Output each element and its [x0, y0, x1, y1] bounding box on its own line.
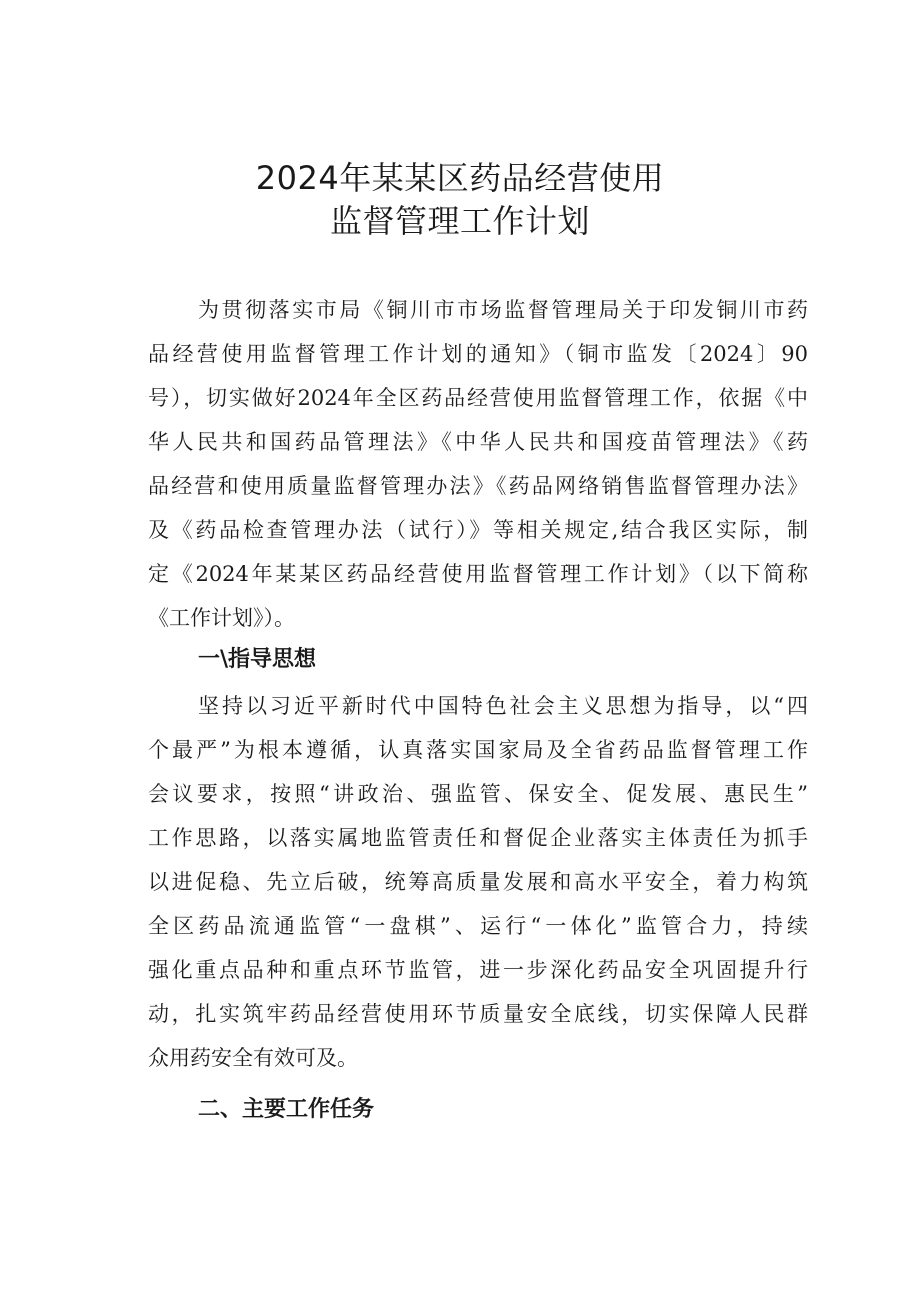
section1-paragraph-line: 个最严”为根本遵循，认真落实国家局及全省药品监督管理工作 [148, 738, 808, 762]
section1-paragraph-line: 工作思路，以落实属地监管责任和督促企业落实主体责任为抓手 [148, 826, 808, 850]
intro-paragraph-line: 《工作计划》）。 [148, 606, 295, 630]
section1-paragraph-line: 会议要求，按照“讲政治、强监管、保安全、促发展、惠民生” [148, 782, 808, 806]
section1-paragraph-line: 坚持以习近平新时代中国特色社会主义思想为指导，以“四 [198, 694, 808, 718]
section-heading-main-tasks: 二、主要工作任务 [198, 1097, 375, 1122]
intro-paragraph-line: 及《药品检查管理办法（试行）》等相关规定,结合我区实际，制 [148, 518, 808, 542]
section1-paragraph-line: 以进促稳、先立后破，统筹高质量发展和高水平安全，着力构筑 [148, 870, 808, 894]
intro-paragraph-line: 为贯彻落实市局《铜川市市场监督管理局关于印发铜川市药 [198, 298, 808, 322]
section1-paragraph-line: 动，扎实筑牢药品经营使用环节质量安全底线，切实保障人民群 [148, 1002, 808, 1026]
intro-paragraph-line: 定《2024年某某区药品经营使用监督管理工作计划》（以下简称 [148, 562, 808, 586]
intro-paragraph-line: 号），切实做好2024年全区药品经营使用监督管理工作，依据《中 [148, 386, 808, 410]
section1-paragraph-line: 强化重点品种和重点环节监管，进一步深化药品安全巩固提升行 [148, 958, 808, 982]
document-title-line-1: 2024年某某区药品经营使用 [255, 159, 665, 197]
section1-paragraph-line: 众用药安全有效可及。 [148, 1046, 358, 1070]
section-heading-guiding-ideology: 一\指导思想 [198, 647, 317, 672]
intro-paragraph-line: 品经营和使用质量监督管理办法》《药品网络销售监督管理办法》 [148, 474, 808, 498]
document-title-line-2: 监督管理工作计划 [329, 202, 590, 240]
intro-paragraph-line: 品经营使用监督管理工作计划的通知》（铜市监发〔2024〕90 [148, 342, 808, 366]
section1-paragraph-line: 全区药品流通监管“一盘棋”、运行“一体化”监管合力，持续 [148, 914, 808, 938]
intro-paragraph-line: 华人民共和国药品管理法》《中华人民共和国疫苗管理法》《药 [148, 430, 808, 454]
